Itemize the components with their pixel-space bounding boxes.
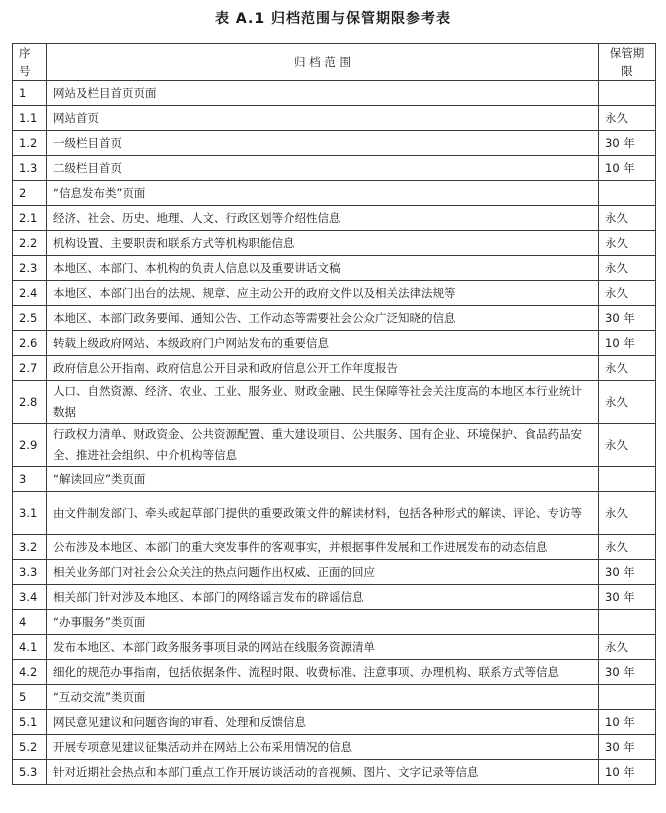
cell-retention-period: 10 年 xyxy=(599,710,656,735)
cell-archive-scope: “互动交流”类页面 xyxy=(47,685,599,710)
cell-archive-scope: “办事服务”类页面 xyxy=(47,610,599,635)
cell-serial-number: 5.2 xyxy=(13,735,47,760)
cell-serial-number: 2.8 xyxy=(13,381,47,424)
cell-archive-scope: 本地区、本部门出台的法规、规章、应主动公开的政府文件以及相关法律法规等 xyxy=(47,281,599,306)
cell-retention-period: 10 年 xyxy=(599,760,656,785)
table-row xyxy=(13,381,656,424)
cell-serial-number: 1 xyxy=(13,81,47,106)
cell-retention-period: 永久 xyxy=(599,281,656,306)
table-row xyxy=(13,356,656,381)
cell-serial-number: 4.1 xyxy=(13,635,47,660)
table-row xyxy=(13,560,656,585)
table-row xyxy=(13,535,656,560)
cell-serial-number: 3.3 xyxy=(13,560,47,585)
table-row xyxy=(13,256,656,281)
table-row xyxy=(13,660,656,685)
cell-serial-number: 3.1 xyxy=(13,492,47,535)
cell-serial-number: 2 xyxy=(13,181,47,206)
cell-retention-period: 永久 xyxy=(599,256,656,281)
cell-retention-period xyxy=(599,181,656,206)
cell-archive-scope: 政府信息公开指南、政府信息公开目录和政府信息公开工作年度报告 xyxy=(47,356,599,381)
header-serial-number: 序号 xyxy=(13,44,47,81)
cell-archive-scope: 本地区、本部门政务要闻、通知公告、工作动态等需要社会公众广泛知晓的信息 xyxy=(47,306,599,331)
table-row xyxy=(13,467,656,492)
cell-archive-scope: 网站首页 xyxy=(47,106,599,131)
cell-serial-number: 5.1 xyxy=(13,710,47,735)
cell-retention-period: 永久 xyxy=(599,231,656,256)
cell-serial-number: 4.2 xyxy=(13,660,47,685)
cell-retention-period: 10 年 xyxy=(599,331,656,356)
cell-retention-period: 永久 xyxy=(599,381,656,424)
table-row xyxy=(13,585,656,610)
header-retention-period: 保管期限 xyxy=(599,44,656,81)
cell-archive-scope: 开展专项意见建议征集活动并在网站上公布采用情况的信息 xyxy=(47,735,599,760)
cell-archive-scope: “解读回应”类页面 xyxy=(47,467,599,492)
cell-archive-scope: 人口、自然资源、经济、农业、工业、服务业、财政金融、民生保障等社会关注度高的本地区本行业统计数据 xyxy=(47,381,599,424)
cell-serial-number: 2.1 xyxy=(13,206,47,231)
cell-serial-number: 2.4 xyxy=(13,281,47,306)
cell-retention-period: 30 年 xyxy=(599,660,656,685)
cell-archive-scope: 相关部门针对涉及本地区、本部门的网络谣言发布的辟谣信息 xyxy=(47,585,599,610)
cell-serial-number: 2.9 xyxy=(13,424,47,467)
table-title: 表 A.1 归档范围与保管期限参考表 xyxy=(215,11,451,27)
table-row xyxy=(13,81,656,106)
cell-retention-period xyxy=(599,81,656,106)
cell-serial-number: 1.2 xyxy=(13,131,47,156)
cell-archive-scope: 网站及栏目首页页面 xyxy=(47,81,599,106)
cell-archive-scope: 转载上级政府网站、本级政府门户网站发布的重要信息 xyxy=(47,331,599,356)
table-row xyxy=(13,331,656,356)
cell-retention-period: 永久 xyxy=(599,492,656,535)
cell-retention-period: 30 年 xyxy=(599,560,656,585)
cell-retention-period: 30 年 xyxy=(599,585,656,610)
table-row xyxy=(13,106,656,131)
cell-serial-number: 2.5 xyxy=(13,306,47,331)
cell-archive-scope: 相关业务部门对社会公众关注的热点问题作出权威、正面的回应 xyxy=(47,560,599,585)
cell-archive-scope: 机构设置、主要职责和联系方式等机构职能信息 xyxy=(47,231,599,256)
table-row xyxy=(13,231,656,256)
cell-serial-number: 5.3 xyxy=(13,760,47,785)
header-archive-scope: 归 档 范 围 xyxy=(47,44,599,81)
cell-retention-period: 10 年 xyxy=(599,156,656,181)
table-row xyxy=(13,635,656,660)
cell-retention-period: 30 年 xyxy=(599,306,656,331)
table-row xyxy=(13,760,656,785)
cell-serial-number: 2.6 xyxy=(13,331,47,356)
cell-retention-period xyxy=(599,685,656,710)
cell-retention-period xyxy=(599,610,656,635)
cell-retention-period: 永久 xyxy=(599,535,656,560)
cell-serial-number: 5 xyxy=(13,685,47,710)
table-row xyxy=(13,710,656,735)
table-row xyxy=(13,206,656,231)
cell-retention-period: 永久 xyxy=(599,206,656,231)
cell-retention-period: 永久 xyxy=(599,106,656,131)
cell-archive-scope: 公布涉及本地区、本部门的重大突发事件的客观事实，并根据事件发展和工作进展发布的动态信息 xyxy=(47,535,599,560)
cell-serial-number: 1.3 xyxy=(13,156,47,181)
cell-archive-scope: 二级栏目首页 xyxy=(47,156,599,181)
cell-serial-number: 2.3 xyxy=(13,256,47,281)
cell-archive-scope: 发布本地区、本部门政务服务事项目录的网站在线服务资源清单 xyxy=(47,635,599,660)
cell-serial-number: 3.4 xyxy=(13,585,47,610)
table-row xyxy=(13,156,656,181)
cell-archive-scope: 细化的规范办事指南，包括依据条件、流程时限、收费标准、注意事项、办理机构、联系方式等信息 xyxy=(47,660,599,685)
table-row xyxy=(13,181,656,206)
cell-archive-scope: 经济、社会、历史、地理、人文、行政区划等介绍性信息 xyxy=(47,206,599,231)
cell-retention-period: 永久 xyxy=(599,356,656,381)
cell-serial-number: 3 xyxy=(13,467,47,492)
cell-archive-scope: 由文件制发部门、牵头或起草部门提供的重要政策文件的解读材料，包括各种形式的解读、评论、专访等 xyxy=(47,492,599,535)
table-row xyxy=(13,610,656,635)
cell-archive-scope: 本地区、本部门、本机构的负责人信息以及重要讲话文稿 xyxy=(47,256,599,281)
table-row xyxy=(13,735,656,760)
cell-serial-number: 1.1 xyxy=(13,106,47,131)
cell-serial-number: 2.2 xyxy=(13,231,47,256)
cell-archive-scope: 针对近期社会热点和本部门重点工作开展访谈活动的音视频、图片、文字记录等信息 xyxy=(47,760,599,785)
cell-retention-period: 永久 xyxy=(599,424,656,467)
table-row xyxy=(13,685,656,710)
cell-retention-period: 永久 xyxy=(599,635,656,660)
cell-archive-scope: “信息发布类”页面 xyxy=(47,181,599,206)
retention-table xyxy=(12,43,656,785)
cell-retention-period: 30 年 xyxy=(599,131,656,156)
cell-archive-scope: 行政权力清单、财政资金、公共资源配置、重大建设项目、公共服务、国有企业、环境保护、食品药品安全、推进社会组织、中介机构等信息 xyxy=(47,424,599,467)
table-row xyxy=(13,281,656,306)
cell-retention-period xyxy=(599,467,656,492)
table-row xyxy=(13,424,656,467)
cell-retention-period: 30 年 xyxy=(599,735,656,760)
cell-archive-scope: 一级栏目首页 xyxy=(47,131,599,156)
cell-serial-number: 4 xyxy=(13,610,47,635)
table-row xyxy=(13,492,656,535)
table-body xyxy=(13,81,656,785)
cell-archive-scope: 网民意见建议和问题咨询的审看、处理和反馈信息 xyxy=(47,710,599,735)
cell-serial-number: 2.7 xyxy=(13,356,47,381)
table-row xyxy=(13,131,656,156)
table-header xyxy=(13,44,656,81)
cell-serial-number: 3.2 xyxy=(13,535,47,560)
table-row xyxy=(13,306,656,331)
